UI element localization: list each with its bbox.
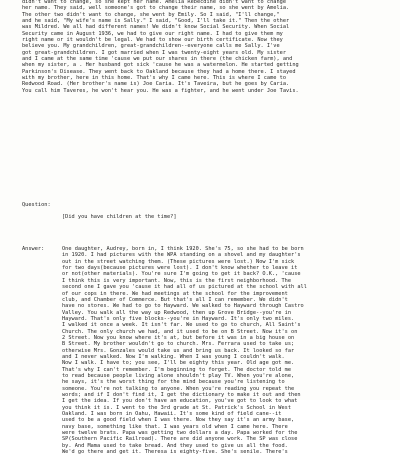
answer-line: Hayward. That's only five blocks--you're in Hayward. It's only two miles. [62,315,295,322]
answer-line: B Street. My brother wouldn't go to church. Mrs. Ferrara used to take us; [62,341,295,348]
answer-line: he says, it's the worst thing for the mind because you're listening to [62,379,285,386]
answer-text [62,246,392,455]
answer-line: used to be a good field when I was there. Now they say it's an army base, [62,417,295,424]
question-row [22,202,392,234]
transcript-top-block [22,0,392,94]
question-text [62,202,392,234]
answer-line: One daughter, Audrey, born in, I think 1920. She's 75, so she had to be born [62,246,304,253]
answer-line: out in the street watching them. (These pictures were lost.) Now I'm sick [62,258,295,265]
transcript-line: Security came in August 1936, we had to give our right name. I had to give them my [22,30,283,37]
answer-label: Answer: [22,246,45,253]
answer-line: words; and if I don't find it, I get the dictionary to make it out and then [62,392,301,398]
answer-row [22,246,392,455]
answer-line: for two days(because pictures were lost). I don't know whether to leave it [62,265,298,272]
answer-line: Valley. You walk all the way up Redwood, then up Grove Bridge--you're in [62,309,292,316]
answer-line: I get the idea. If you don't have an education, you've got to look to what [62,398,298,405]
transcript-line: You call him Taveres, he won't hear you. He was a fighter, and he went under Joe Tavis. [22,87,299,94]
answer-line: Church. The only church we had, and it used to be on B Street. Now it's on [62,328,298,335]
transcript-line: Parkinson's Disease. They went back to Oakland because they had a home there. I stayed [22,68,296,75]
question-line: [Did you have children at the time?] [62,214,177,221]
answer-line: I walked it once a week. It isn't far. We used to go to church, All Saint's [62,322,301,329]
answer-line: have no stores. We had to go to Hayward. We walked to Hayward through Castro [62,303,304,310]
answer-line: second one I gave you 'cause it had all of us pictured at the school with all [62,284,307,291]
transcript-line: when my sister, a . Her husband got sick 'cause he was a watermelon. He started getting [22,62,299,69]
transcript-line: and I came at the same time 'cause we put our shares in there (the chicken farm), and [22,56,293,63]
answer-line: We'd go there and get it. Theresa is eighty-five. She's senile. There's [62,449,288,456]
answer-line: otherwise Mrs. Gonzales would take us and bring us back. It looked so far [62,347,295,354]
transcript-line: The other two didn't want to change, she went by Emily. So I said, "I'll change," [22,11,280,18]
answer-line: Oakland. I was born in Oahu, Hawaii. It's some kind of field cane--it [62,411,282,418]
answer-line: of our cops in there. We had meetings at the school for the improvement [62,290,288,297]
answer-line: by. And Mama used to take bread. And they used to give us all the food. [62,442,288,449]
answer-line: I think this is very important. Now, this is the first neighborhood. The [62,277,292,284]
transcript-line: got great-grandchildren. I got married when I was twenty-eight years old. My sister [22,49,287,56]
answer-line: were twelve brats. Papa was getting two dollars a day. Papa worked for the [62,430,298,437]
answer-line: someone. You're not talking to anyone. When you're reading you repeat the [62,385,295,392]
answer-line: in 1920. I had pictures with the WPA standing on a shovel and my daughter's [62,252,301,259]
answer-line: 2 Street. Now you know where it's at, but before it was in a big house on [62,334,295,341]
transcript-line: with my brother, here in this home. That's why I came here. This is where I came to [22,75,287,82]
question-label: Question: [22,201,51,208]
answer-line: navy base, something like that. I was years old when I came here. There [62,423,288,430]
transcript-line: her name. They said, well someone's got to change their name, so she went by Amelia. [22,5,290,12]
answer-line: SP(Southern Pacific Railroad). There are did anyone work. The SP was close [62,436,298,443]
answer-line: or not(other materials). You're sure I'm going to get it back? O.K., 'cause [62,271,301,278]
transcript-line: believe you. My grandchildren, great-grandchildren--everyone calls me Sally. I've [22,43,280,50]
answer-line: club, and Chamber of Commerce. But that's all I can remember. We didn't [62,296,288,303]
transcript-line: was Mildred. We all had different names! We didn't know Social Security. When Social [22,24,290,31]
transcript-qa-block [22,189,392,468]
transcript-line: didn't want to change, so she kept her name. Amelia Rebecdine didn't want to change [22,0,287,5]
transcript-line: and he said, "My wife's name is Sally." I said, "Good, I'll take it." Then the other [22,18,290,25]
answer-line: Now I walk. I have to; you see, I'll be eighty this year. Old age got me. [62,360,295,367]
answer-line: to read because people living alone shouldn't play TV. When you're alone, [62,372,295,379]
answer-line: That's why I can't remember. I'm beginning to forget. The doctor told me [62,366,292,373]
answer-line: and I never walked. Now I'm walking. When I was young I couldn't walk. [62,353,285,360]
transcript-line: Redwood Road. (Her brother's name is) Joe Caria. It's Taveira, but he goes by Caria. [22,81,290,88]
answer-line: you think it is. I went to the 3rd grade at St. Patrick's School in West [62,404,292,411]
transcript-line: right name or it wouldn't be legal. We had to show our birth certificate. Now they [22,37,283,44]
